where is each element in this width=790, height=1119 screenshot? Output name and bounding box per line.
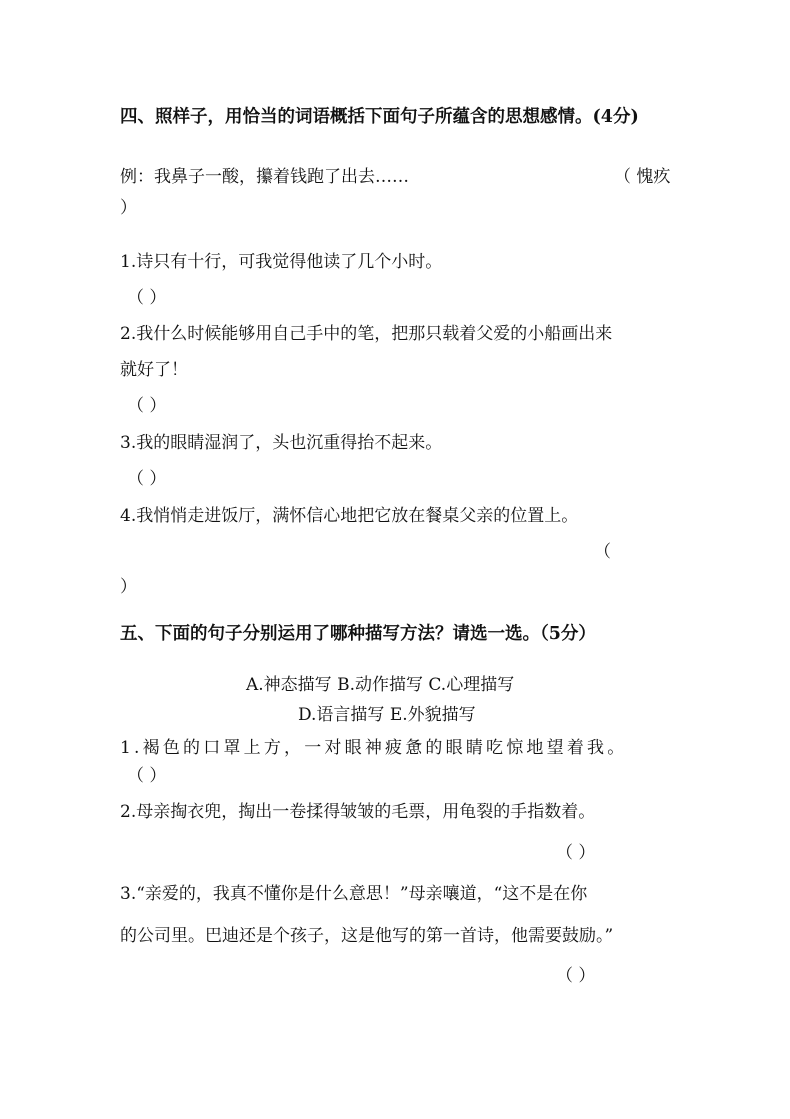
s5-item-3-line2: 的公司里。巴迪还是个孩子，这是他写的第一首诗，他需要鼓励。” [120,926,614,946]
s4-item-2-line1: 2.我什么时候能够用自己手中的笔，把那只载着父爱的小船画出来 [120,324,613,344]
s4-item-4-answer-open[interactable]: （ [594,542,611,562]
s4-item-1-answer[interactable]: （ ） [127,288,167,308]
section5-title: 五、下面的句子分别运用了哪种描写方法？请选一选。（5分） [120,624,596,644]
s4-item-2-line2: 就好了！ [120,360,188,380]
s4-item-4: 4.我悄悄走进饭厅，满怀信心地把它放在餐桌父亲的位置上。 [120,506,579,526]
s5-item-1-answer[interactable]: （ ） [127,766,167,786]
s5-item-2: 2.母亲掏衣兜，掏出一卷揉得皱皱的毛票，用龟裂的手指数着。 [120,802,596,822]
s5-item-3-answer[interactable]: （ ） [556,966,596,986]
s5-item-2-answer[interactable]: （ ） [556,843,596,863]
s5-item-3-line1: 3.“亲爱的，我真不懂你是什么意思！”母亲嚷道，“这不是在你 [120,884,588,904]
s4-item-2-answer[interactable]: （ ） [127,396,167,416]
s4-item-4-answer-close[interactable]: ） [120,577,137,597]
section4-title: 四、照样子，用恰当的词语概括下面句子所蕴含的思想感情。(4分) [120,107,639,127]
s5-item-1: 1.褐色的口罩上方，一对眼神疲惫的眼睛吃惊地望着我。 [120,738,628,758]
options-line-2: D.语言描写 E.外貌描写 [298,705,476,725]
example-answer-close: ） [120,198,137,218]
s4-item-3-answer[interactable]: （ ） [127,469,167,489]
example-sentence: 例：我鼻子一酸，攥着钱跑了出去…… [120,167,409,187]
example-answer-open: （ 愧疚 [614,167,671,187]
s4-item-3: 3.我的眼睛湿润了，头也沉重得抬不起来。 [120,433,443,453]
options-line-1: A.神态描写 B.动作描写 C.心理描写 [246,675,515,695]
s4-item-1: 1.诗只有十行，可我觉得他读了几个小时。 [120,252,443,272]
